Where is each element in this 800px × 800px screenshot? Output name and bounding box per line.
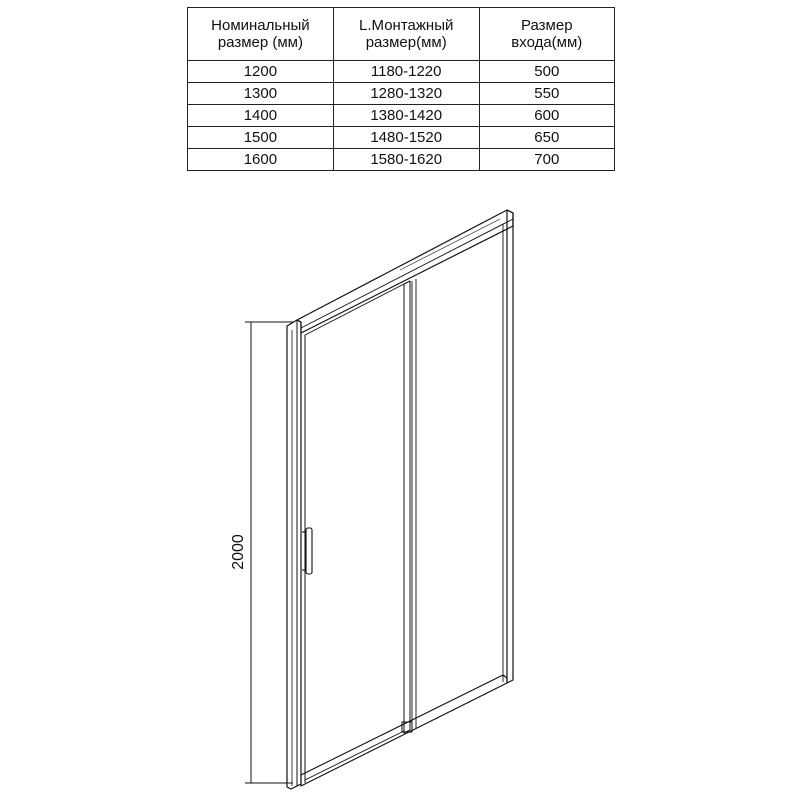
- cell-entrance: 650: [479, 127, 614, 149]
- cell-nominal: 1400: [188, 105, 334, 127]
- top-rail: [297, 210, 513, 333]
- cell-nominal: 1200: [188, 61, 334, 83]
- door-panel-rear-edge: [404, 281, 410, 733]
- height-dimension: [245, 322, 293, 783]
- cell-mounting: 1380-1420: [333, 105, 479, 127]
- header-mounting-size: L.Монтажный размер(мм): [333, 8, 479, 61]
- cell-entrance: 550: [479, 83, 614, 105]
- right-wall-profile: [507, 210, 513, 683]
- cell-nominal: 1300: [188, 83, 334, 105]
- cell-mounting: 1580-1620: [333, 149, 479, 171]
- cell-nominal: 1500: [188, 127, 334, 149]
- cell-mounting: 1280-1320: [333, 83, 479, 105]
- top-rail-line: [400, 219, 500, 270]
- cell-entrance: 700: [479, 149, 614, 171]
- door-panel-bottom: [305, 731, 404, 780]
- cell-entrance: 500: [479, 61, 614, 83]
- header-entrance-size: Размер входа(мм): [479, 8, 614, 61]
- sliding-door-panel: [305, 281, 410, 783]
- door-panel-top: [305, 284, 404, 335]
- header-nominal-size: Номинальный размер (мм): [188, 8, 334, 61]
- handle-bar: [306, 528, 312, 574]
- cell-mounting: 1180-1220: [333, 61, 479, 83]
- door-handle: [302, 528, 312, 574]
- cell-mounting: 1480-1520: [333, 127, 479, 149]
- fixed-glass-panel: [412, 279, 416, 730]
- height-label: 2000: [230, 534, 247, 570]
- top-rail-line: [301, 219, 513, 328]
- cell-nominal: 1600: [188, 149, 334, 171]
- cell-entrance: 600: [479, 105, 614, 127]
- door-frame: [287, 210, 513, 789]
- left-wall-profile: [287, 320, 301, 789]
